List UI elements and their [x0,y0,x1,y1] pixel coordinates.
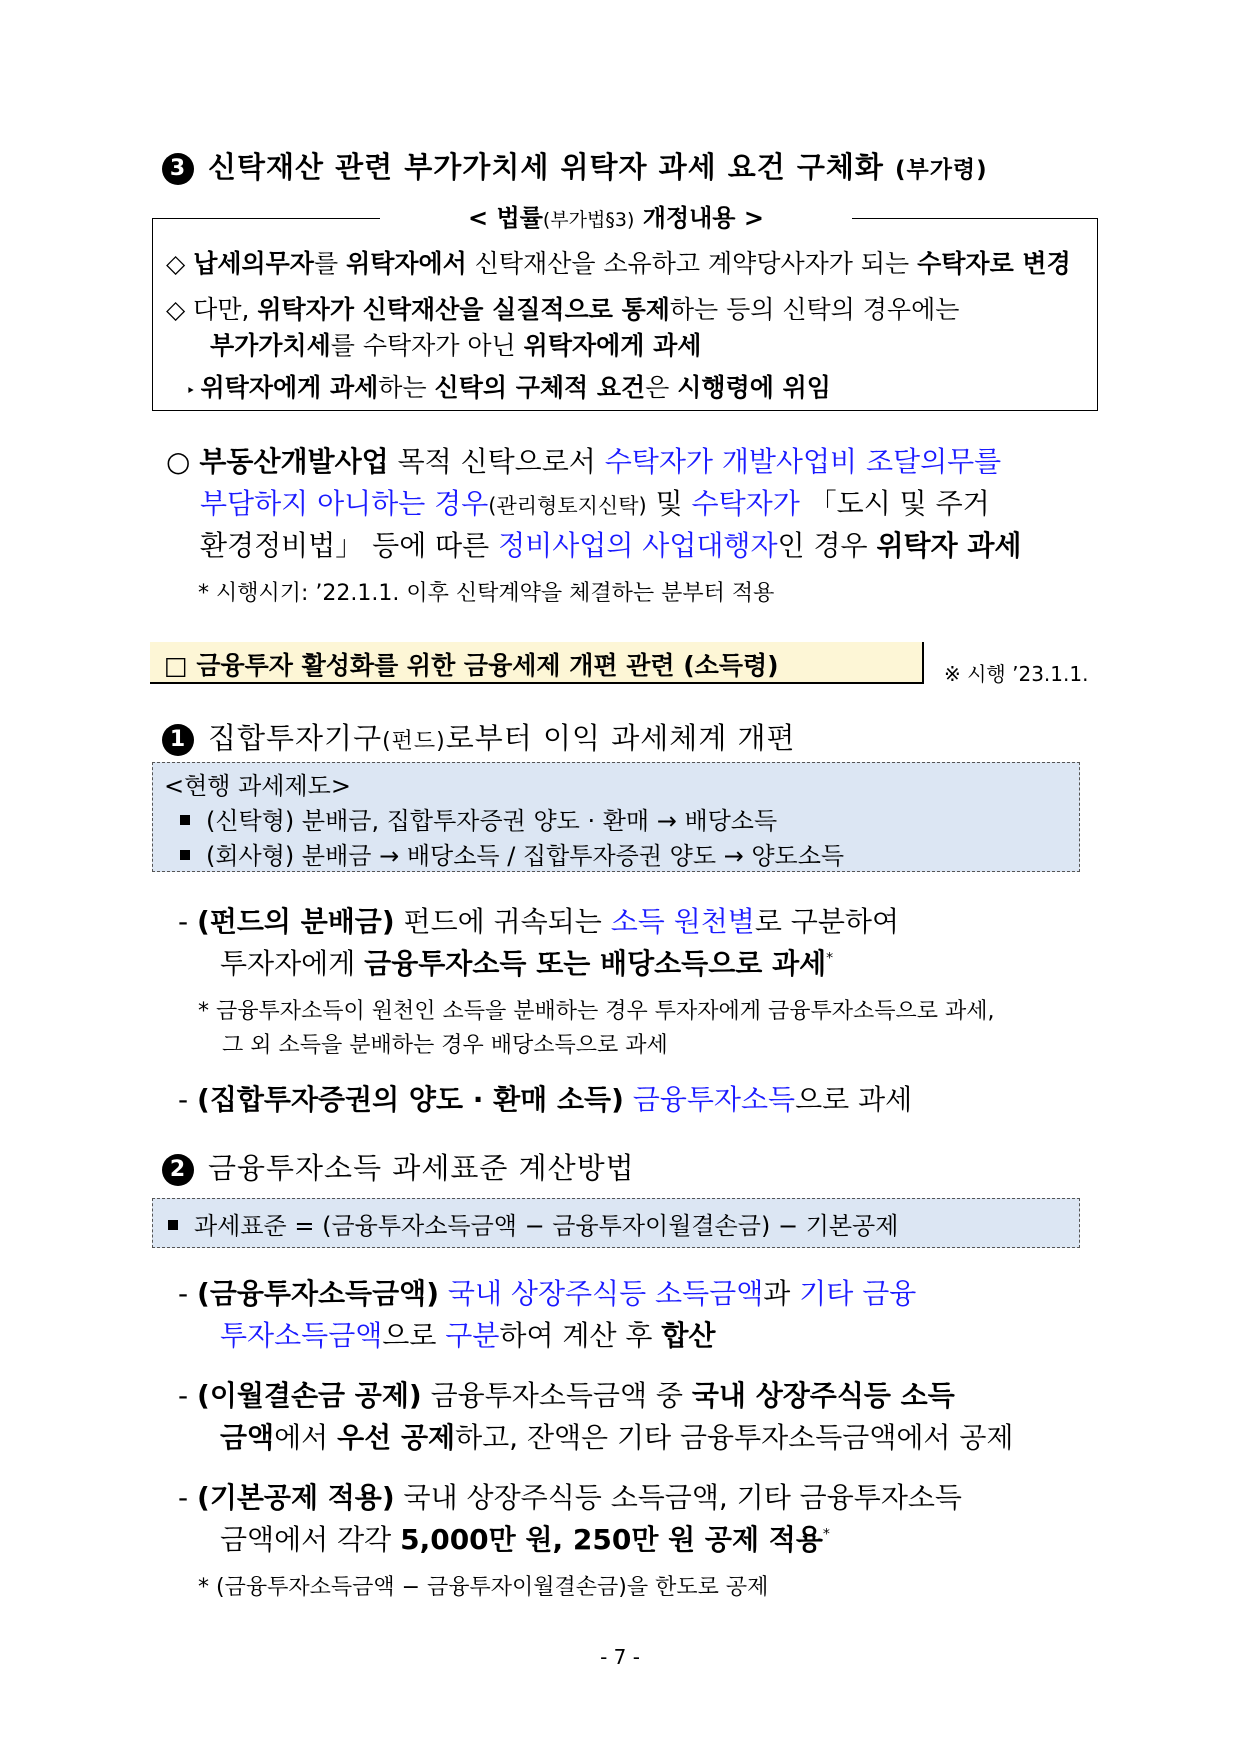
section-3-title: 신탁재산 관련 부가가치세 위탁자 과세 요건 구체화 [208,150,884,184]
current-tax-system-heading: <현행 과세제도> [164,772,351,800]
bullet-square-icon [180,815,190,825]
circled-number-2: 2 [162,1154,194,1186]
section-title: □ 금융투자 활성화를 위한 금융세제 개편 관련 (소득령) [164,651,779,680]
current-tax-system-row-1: (신탁형) 분배금, 집합투자증권 양도 · 환매 → 배당소득 [180,801,777,836]
section-3-heading [162,145,988,186]
para3-line-5: - (기본공제 적용) 국내 상장주식등 소득금액, 기타 금융투자소득 [178,1481,962,1514]
law-box-title: < 법률(부가법§3) 개정내용 > [380,198,852,233]
section-1-heading: 1 집합투자기구(펀드)로부터 이익 과세체계 개편 [162,716,796,757]
law-line-4: ‣ 위탁자에게 과세하는 신탁의 구체적 요건은 시행령에 위임 [186,373,831,402]
para1-line-2: 부담하지 아니하는 경우(관리형토지신탁) 및 수탁자가 「도시 및 주거 [200,487,990,520]
circled-number-3: 3 [162,153,194,185]
para3-line-3: - (이월결손금 공제) 금융투자소득금액 중 국내 상장주식등 소득 [178,1379,955,1412]
page-number: - 7 - [600,1645,640,1669]
section-title-bar [150,642,924,684]
para3-line-4: 금액에서 우선 공제하고, 잔액은 기타 금융투자소득금액에서 공제 [220,1421,1014,1454]
para3-line-2: 투자소득금액으로 구분하여 계산 후 합산 [220,1319,716,1352]
para3-note: * (금융투자소득금액 − 금융투자이월결손금)을 한도로 공제 [198,1575,769,1600]
para1-note: * 시행시기: ’22.1.1. 이후 신탁계약을 체결하는 분부터 적용 [198,581,775,606]
effective-date-note: ※ 시행 ’23.1.1. [944,662,1089,686]
para2-note-2: 그 외 소득을 분배하는 경우 배당소득으로 과세 [222,1033,668,1058]
para1-line-1: ○ 부동산개발사업 목적 신탁으로서 수탁자가 개발사업비 조달의무를 [166,445,1002,478]
para2-line-1: - (펀드의 분배금) 펀드에 귀속되는 소득 원천별로 구분하여 [178,905,900,938]
bullet-square-icon [180,850,190,860]
para3-line-6: 금액에서 각각 5,000만 원, 250만 원 공제 적용* [220,1523,830,1556]
circled-number-1: 1 [162,724,194,756]
para1-line-3: 환경정비법」 등에 따른 정비사업의 사업대행자인 경우 위탁자 과세 [200,529,1022,562]
current-tax-system-row-2: (회사형) 분배금 → 배당소득 / 집합투자증권 양도 → 양도소득 [180,836,844,871]
law-line-3: 부가가치세를 수탁자가 아닌 위탁자에게 과세 [210,331,702,360]
para2-line-2: 투자자에게 금융투자소득 또는 배당소득으로 과세* [220,947,834,980]
para2-note-1: * 금융투자소득이 원천인 소득을 분배하는 경우 투자자에게 금융투자소득으로 과세, [198,999,995,1024]
tax-base-formula: 과세표준 = (금융투자소득금액 − 금융투자이월결손금) − 기본공제 [168,1206,898,1241]
section-2-heading: 2 금융투자소득 과세표준 계산방법 [162,1146,635,1187]
law-line-2: ◇ 다만, 위탁자가 신탁재산을 실질적으로 통제하는 등의 신탁의 경우에는 [166,295,960,324]
section-3-suffix: (부가령) [894,157,988,183]
para3-line-1: - (금융투자소득금액) 국내 상장주식등 소득금액과 기타 금융 [178,1277,917,1310]
bullet-square-icon [168,1220,178,1230]
para2-line-3: - (집합투자증권의 양도 · 환매 소득) 금융투자소득으로 과세 [178,1083,913,1116]
law-line-1: ◇ 납세의무자를 위탁자에서 신탁재산을 소유하고 계약당사자가 되는 수탁자로 변경 [166,249,1071,278]
